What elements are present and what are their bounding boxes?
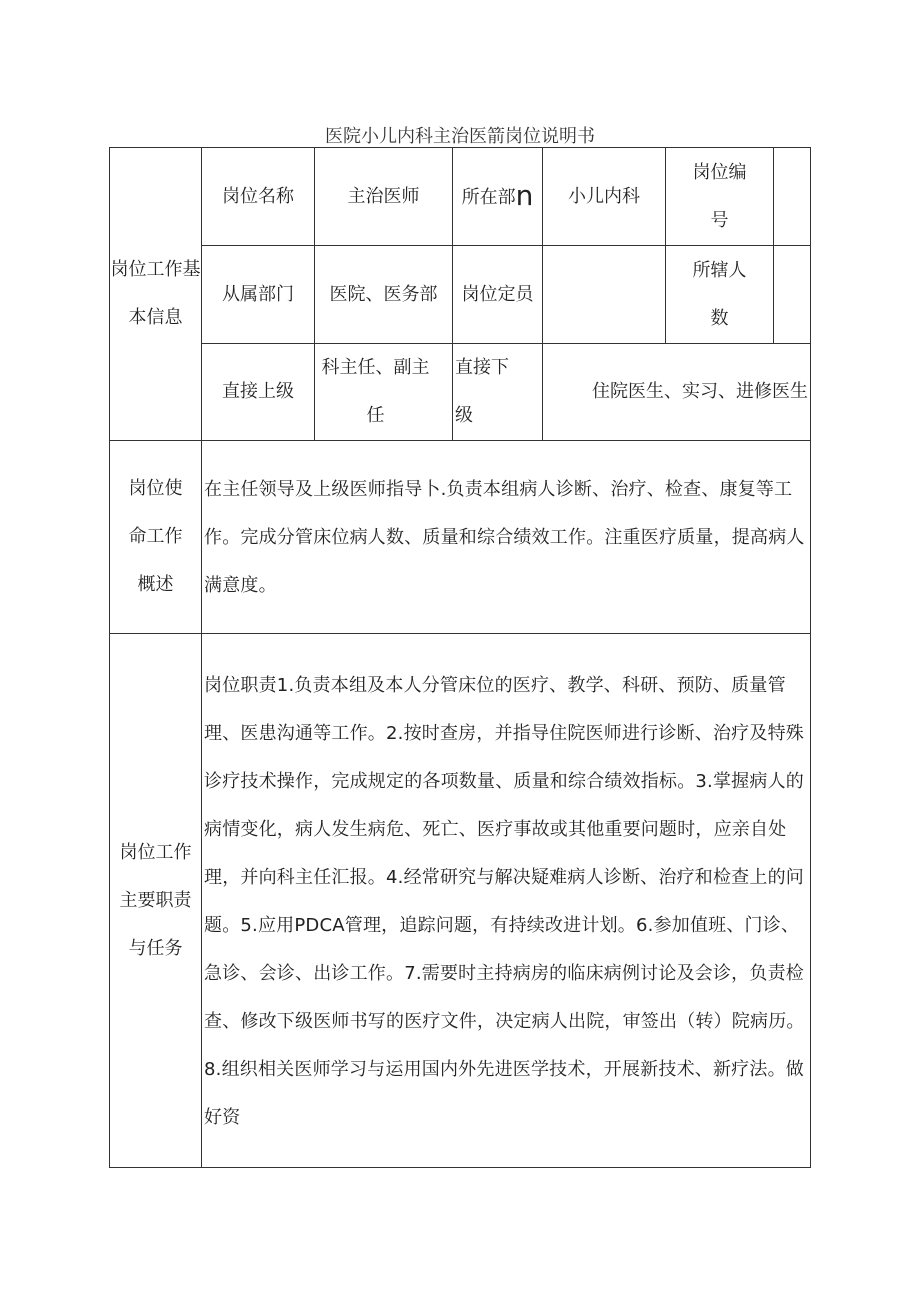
department-label: 所在部 [461,186,516,208]
direct-sub-label-text: 直接下级 [455,357,509,426]
position-no-value [774,148,811,246]
quota-value [543,246,666,344]
superior-value [315,344,453,441]
department-value: 小儿内科 [543,148,666,246]
subordinates-value [774,246,811,344]
basic-info-section-label [110,148,202,441]
subordinates-label-text: 所辖人数 [692,259,747,329]
mission-label-text: 岗位使命工作概述 [128,478,183,595]
duties-label-text: 岗位工作主要职责与任务 [119,841,192,959]
belong-dept-label: 从属部门 [202,246,315,344]
position-no-label [666,148,774,246]
duties-section-label [110,634,202,1168]
duties-text: 岗位职责1.负责本组及本人分管床位的医疗、教学、科研、预防、质量管理、医患沟通等工作。2.按时查房，并指导住院医师进行诊断、治疗及特殊诊疗技术操作，完成规定的各项数量、质量和综合绩效指标。3.掌握病人的病情变化，病人发生病危、死亡、医疗事故或其他重要问题时，应亲自处理，并向科主任汇报。4.经常研究与解决疑难病人诊断、治疗和检查上的问题。5.应用PDCA管理，追踪问题，有持续改进计划。6.参加值班、门诊、急诊、会诊、出诊工作。7.需要时主持病房的临床病例讨论及会诊，负责检查、修改下级医师书写的医疗文件，决定病人出院，审签出（转）院病历。8.组织相关医师学习与运用国内外先进医学技术，开展新技术、新疗法。做好资 [202,634,811,1168]
job-description-table [109,147,811,1168]
quota-label-text: 岗位定员 [461,283,534,305]
direct-sub-value: 住院医生、实习、进修医生 [543,344,811,441]
superior-label: 直接上级 [202,344,315,441]
belong-dept-value: 医院、医务部 [315,246,453,344]
document-title: 医院小儿内科主治医箭岗位说明书 [325,126,595,147]
department-label-suffix: n [515,178,534,212]
department-label-cell [453,148,543,246]
position-name-value: 主治医师 [315,148,453,246]
direct-sub-label [453,344,543,441]
mission-section-label [110,441,202,634]
basic-info-label-text: 岗位工作基本信息 [110,259,201,328]
position-no-label-text: 岗位编号 [692,161,747,231]
quota-label [453,246,543,344]
mission-text: 在主任领导及上级医师指导卜.负责本组病人诊断、治疗、检查、康复等工作。完成分管床位病人数、质量和综合绩效工作。注重医疗质量，提高病人满意度。 [202,441,811,634]
position-name-label: 岗位名称 [202,148,315,246]
subordinates-label [666,246,774,344]
superior-value-text: 科主任、副主任 [321,357,430,426]
